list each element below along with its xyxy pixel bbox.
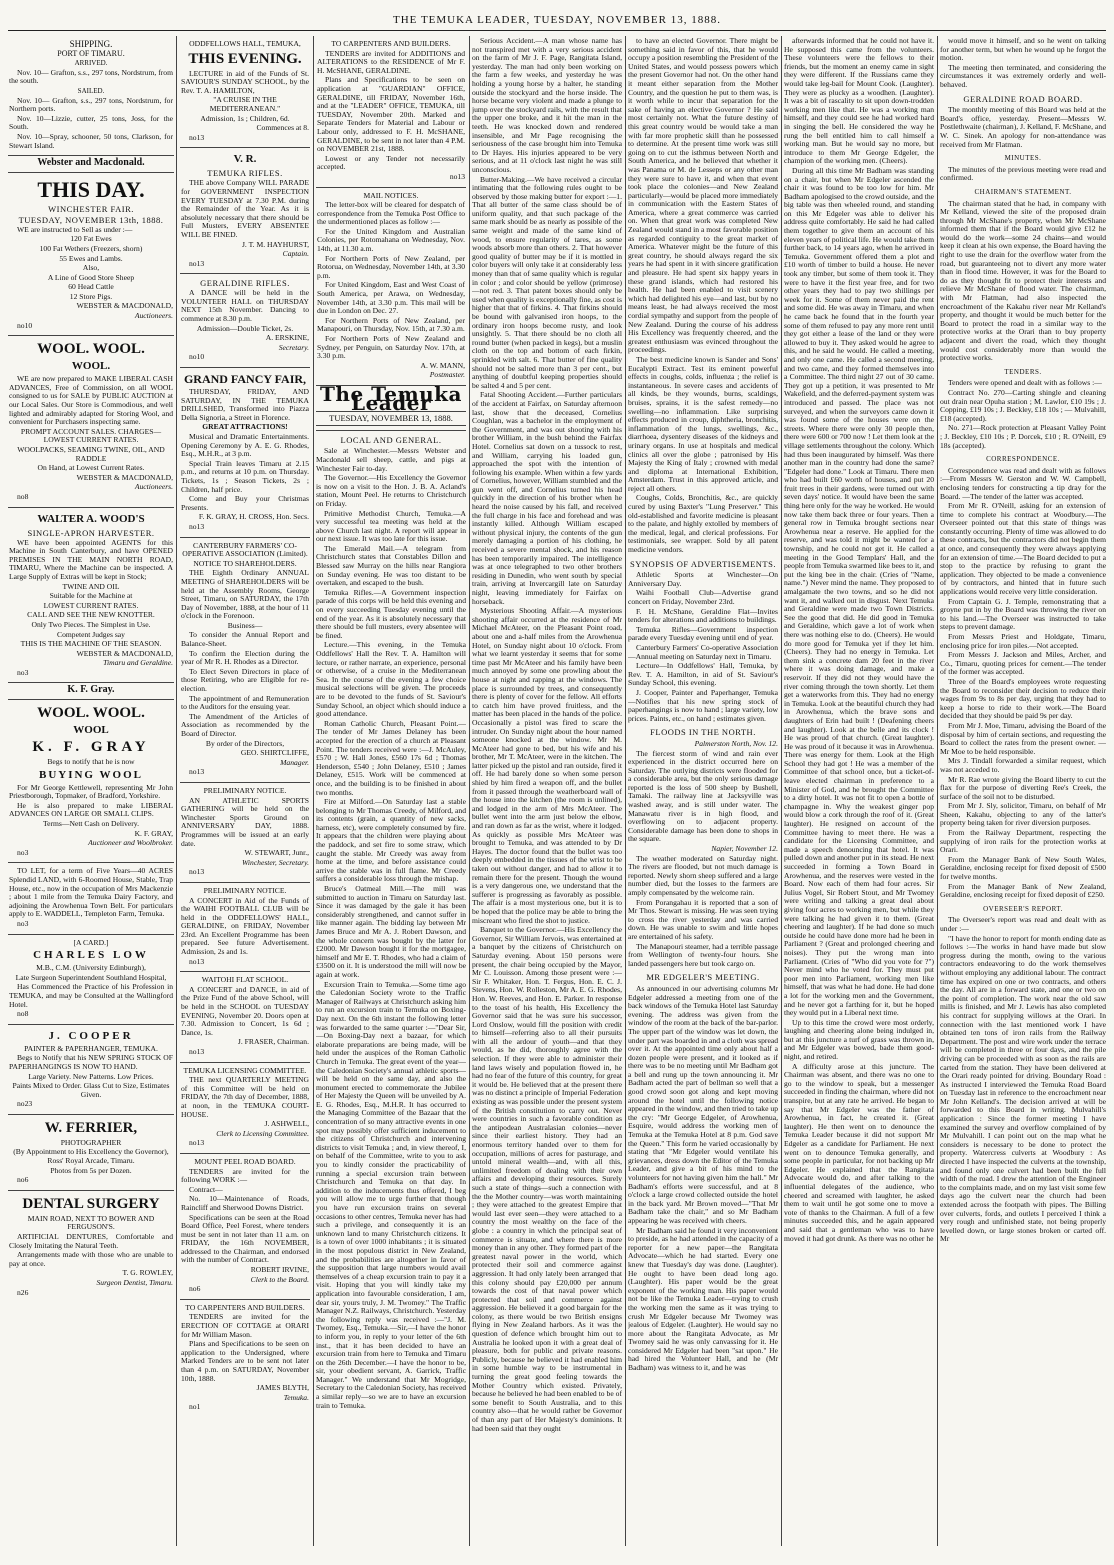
column-rule bbox=[937, 36, 938, 1546]
article-para: would move it himself, and so he went on talking for another term, but when he wound up he forgot the motion. bbox=[940, 36, 1106, 63]
vr-mark: V. R. bbox=[233, 153, 257, 166]
mail-para: For the United Kingdom and Australian Colonies, per Rotomahana on Wednesday, Nov. 14th, at 11.30 a.m. bbox=[317, 226, 465, 254]
lecture-title: "A CRUISE IN THE MEDITERRANEAN." bbox=[209, 95, 281, 113]
lot-line: Also, bbox=[82, 263, 100, 273]
signature-title: Winchester, Secretary. bbox=[242, 857, 309, 867]
mail-para: For Northern Ports of New Zealand and Sydney, per Penguin, on Saturday Nov. 17th, at 3.30 p.m. bbox=[317, 334, 465, 361]
article-para: During all this time Mr Badham was standing on a chair, but when Mr Edgeler ascended the chair it was found to be too low for him. Mr Badham apologised to the crowd outside, and the big table was then wheeled round, and standing on this Mr Edgeler was able to deliver his address quite comfortably. He said he had called them together to give them an account of his eleven years of political life. He would take them further back, to 14 years ago, when he arrived in Temuka. Government offered them a plot and £10 worth of timber to build a house. He never took any timber, but some of them took it. They were to have it the first year free, and for two other years they had to pay two shillings per week for it. Some of them never paid the rent and some did. He was away in Timaru, and when he came back he found that in the fourth year some of them refused to pay any more rent until they got either a lease of the land or they were allowed to buy it. They asked would he agree to this, and he said he would. He called a meeting, and only one came. He called a second meeting, and two came, and they formed themselves into a Committee. The third night 27 out of 30 came. They got up a petition, it was presented to Mr Wakefield, and the deferred-payment system was introduced and passed. The place was not surveyed, and when the surveyors came down it was found some of the houses were on the streets. Where there were only 30 people then, there were 600 or 700 now ! Let them look at the village settlements throughout the colony. Which had thus been inaugurated by himself. Was there another man in the country had done the same? "Edgeler had done." Look at Timaru. There men who had built £60 worth of houses, and put 20 fruit trees in their gardens, were turned out with seven days' notice. It would have been the same thing here only for the way he worked. He would now take them back three or four years. Then a general row in Temuka brought sections near Arowhenua near a reserve. He applied for the reserve, and was told it might be wanted for a township, and he could not get it. He called a meeting in the Good Templars' Hall, and the people from Temuka swarmed like bees to it, and put the king bee in the chair. (Cries of "Name, name.") Never mind the name. They proposed to amalgamate the two towns, and so he did not want it, and walked out in disgust. Next Temuka and Geraldine were made two Town Districts. See the good that did. He did good in Temuka and Geraldine, which gave a lot of work when there was nothing else to do. (Cheers). He would do more good for Temuka yet if they let him. (Cheers). They had no energy in Temuka. Let them sink a concrete dam 20 feet in the river where it was doing damage, and make a reservoir. If they did not they would have the river coming through the town shortly. Let them get a waterworks from this. They had no energy in Temuka. Look at the beautiful church they had in Arowhenua, which the brave sons and daughters of Erin had built ! (Deafening cheers and laughter). Look at the belle and its clock ! He was proud of that church. (Great laughter). He was proud of it because it was in Arowhenua. There was energy for them. Look at the High School they had got ! He was a member of the Committee of that school once, but a ticket-of-leave elected chairman in preference to a Minister of God, and he brought the Committee to a dirty hotel. It was not fit to open a bottle of champagne in. Why the weakest ginger pop would blow a cork through the roof of it. (Great laughter). He resigned on account of the Committee having to meet there. He was a candidate for the Licensing Committee, and made a speech denouncing that hotel. It was pulled down and another put in its stead. He next succeeded in forming a Town Board in Arowhenua, and the reserves were vested in the Board. Now each of them had four acres. Sir Julius Vogel, Sir Robert Stout, and Mr Twomey were writing and talking a great deal about giving four acres to working men, but while they were talking he had given it to them. (Great cheering and laughter). If he had done so much outside he could have done more had he been in Parliament ? (Great and prolonged cheering and noises). They put the wrong man into Parliament. (Cries of "Who did you vote for ?") Never mind who he voted for. They must put poor men into Parliament, working men like himself, that was what he had done. He had done a lot for the working men and the Government, and he never got a farthing for it, but he hoped they would put in a Liberal next time. bbox=[784, 165, 934, 1018]
this-day-ad bbox=[8, 173, 174, 337]
signature-title: Auctioneer and Woolbroker. bbox=[88, 838, 173, 848]
lot-line: 12 Store Pigs. bbox=[69, 291, 113, 301]
dateline: Napier, November 12. bbox=[711, 844, 778, 854]
article-para: The minutes of the previous meeting were read and confirmed. bbox=[940, 164, 1106, 183]
lot-line: 55 Ewes and Lambs. bbox=[59, 253, 123, 263]
business-item: To consider the Annual Report and Balance-Sheet. bbox=[181, 630, 309, 649]
harvester-ad bbox=[8, 508, 174, 684]
signature: A. ERSKINE, bbox=[265, 333, 309, 343]
waitohi-text: A CONCERT and DANCE, in aid of the Prize Fund of the above School, will be held in the SCHOOL on TUESDAY EVENING, November 20. Doors open at 7.30. Admission to Concert, 1s 6d ; Dance, 1s. bbox=[181, 984, 309, 1037]
ad-ref: no8 bbox=[17, 1009, 29, 1019]
column-rule bbox=[781, 36, 782, 1546]
article-para: Coughs, Colds, Bronchitis, &c., are quickly cured by using Baxter's "Lung Preserver." This old-established and favorite medicine is pleasant to the palate, and highly extolled by members of the medical, legal, and clerical professions. For testimonials, see wrapper. Sold by all patent medicine vendors. bbox=[628, 493, 778, 555]
signature: W. STEWART, Junr., bbox=[244, 848, 309, 858]
column-rule bbox=[313, 36, 314, 1546]
article-para: Contract No. 270—Carting shingle and cleaning out drain near Opuha station ; M. Lawlor, £10 19s ; J. Copping, £19 10s ; J. Beckley, £18 10s ; — Mulvahill, £18 (accepted). bbox=[940, 387, 1106, 423]
signature-title: Timaru and Geraldine. bbox=[103, 658, 173, 668]
cooper-ad bbox=[8, 1025, 174, 1115]
mail-para: For Northern Ports of New Zealand, per Rotorua, on Wednesday, November 14th, at 3.30 p.m. bbox=[317, 253, 465, 280]
article-para: As announced in our advertising columns Mr Edgeler addressed a meeting from one of the back windows of the Temuka Hotel last Saturday evening. The address was given from the window of the room at the back of the bar-parlor. The upper part of the window was let down, the under part was boarded in and a cloth was spread over it. At the appointed time only about half a dozen people were present, and it looked as if there was to be no meeting until Mr Badham got a bell and rung up the town announcing it. Mr Badham acted the part of bellman so well that a good crowd soon got along and kept moving around the hotel until the following notice appeared in the window, and then tried to take up the cry: "Mr George Edgeler, of Arowhenua, Esquire, would address the working men of Temuka at the Temuka Hotel at 8 p.m. God save the Queen." This form he varied occasionally by stating that "Mr Edgeler would ventilate his grievances, dress down the Editor of the Temuka Leader, and give a bit of his mind to the volunteers for not having given him the hall." Mr Badham's efforts were successful, and at 8 o'clock a large crowd collected outside the hotel in the back yard. Mr Brown moved—"That Mr Badham take the chair," and so Mr Badham appearing he was received with cheers. bbox=[628, 983, 778, 1225]
signature: GEO. SHIRTCLIFFE, bbox=[240, 748, 309, 758]
article-para: From Captain G. J. Temple, remonstrating that a groyne put in by the Board was throwing the river on to his land.—The Overseer was instructed to take steps to prevent damage. bbox=[940, 596, 1106, 632]
synopsis-item: Canterbury Farmers' Co-operative Association—Annual meeting on Saturday next in Timaru. bbox=[628, 642, 778, 661]
article-para: From Porangahau it is reported that a son of Mr Thos. Stewart is missing. He was seen trying to cross the river yesterday and was carried down. He was unable to swim and little hopes are entertained of his safety. bbox=[628, 897, 778, 941]
business-label: Business— bbox=[227, 620, 263, 630]
mount-peel-text: Specifications can be seen at the Road Board Office, Peel Forest, where tenders must be sent in not later than 11 a.m. on FRIDAY, the 16th NOVEMBER, addressed to the Chairman, and endorsed with the number of Contract. bbox=[181, 1212, 309, 1265]
article-para: From the Manager Bank of New Zealand, Geraldine, enclosing receipt for fixed deposit of £250. bbox=[940, 881, 1106, 900]
kf-banner: K. F. Gray. bbox=[8, 683, 174, 700]
cooper-line: Large Variety. New Patterns. Low Prices. bbox=[28, 1071, 154, 1081]
article-para: Tenders were opened and dealt with as follows :— bbox=[948, 378, 1102, 388]
dental-text: ARTIFICIAL DENTURES, Comfortable and Closely Imitating the Natural Teeth. bbox=[9, 1232, 173, 1250]
article-para: Roman Catholic Church, Pleasant Point.—The tender of Mr James Delaney has been accepted for the erection of a church at Pleasant Point. The tenders received were :—J. McAuley, £570 ; W. Hall Jones, £560 17s 6d ; Thomas Henderson, £540 ; John Delaney, £510 ; James Delaney, £515. Work will be commenced at once, and the building is to be finished in about two months. bbox=[316, 718, 466, 797]
signature: J. T. M. HAYHURST, bbox=[241, 239, 309, 249]
dateline: Palmerston North, Nov. 12. bbox=[694, 738, 778, 748]
contract-label: Contract— bbox=[189, 1184, 223, 1194]
ferrier-text: (By Appointment to His Excellency the Governor), Ross' Royal Arcade, Timaru. bbox=[13, 1147, 169, 1166]
low-text: Has Commenced the Practice of his Profession in TEMUKA, and may be Consulted at the Wallingford Hotel. bbox=[9, 982, 173, 1009]
signature-title: Auctioneers. bbox=[134, 482, 173, 492]
ad-ref: no10 bbox=[189, 352, 205, 362]
mail-para: For United Kingdom, East and West Coast of South America, per Arawa, on Wednesday, November 14th, at 3.30 p.m. This mail will be due in London on Dec. 27. bbox=[317, 280, 465, 316]
wool-heading: WOOL. WOOL. bbox=[37, 341, 145, 358]
signature: ROBERT IRVINE, bbox=[250, 1265, 309, 1275]
ad-ref: no13 bbox=[189, 258, 205, 268]
harvester-sub: SINGLE-APRON HARVESTER. bbox=[27, 527, 155, 538]
oddfellows-ad bbox=[180, 36, 310, 148]
article-para: The meeting then terminated, and considering the circumstances it was extremely orderly and well-behaved. bbox=[940, 62, 1106, 89]
signature-title: Postmaster. bbox=[429, 370, 465, 380]
fair-heading: GRAND FANCY FAIR, bbox=[183, 372, 307, 387]
licensing-heading: TEMUKA LICENSING COMMITTEE. bbox=[183, 1065, 307, 1075]
article-para: Lecture.—This evening, in the Temuka Oddfellows' Hall the Rev. T. A. Hamilton will lecture, or rather narrate, an experience, personal or otherwise, of a cruise in the Mediterranean Sea. In the course of the evening a few choice musical selections will be given. The proceeds are to be devoted to the funds of St. Saviour's Sunday School, an object which should induce a good attendance. bbox=[316, 640, 466, 719]
article-para: From Mr J. Moe, Timaru, advising the Board of the disposal by him of certain sections, and requesting the Board to collect the rates from the present owner. —Mr Moe to be held responsible. bbox=[940, 720, 1106, 756]
arrived-text: Nov. 10— Grafton, s.s., 297 tons, Nordstrum, from the south. bbox=[9, 67, 173, 86]
ad-ref: n26 bbox=[17, 1287, 29, 1297]
ad-ref: no1 bbox=[189, 1402, 201, 1412]
farmers-text: THE Eighth Ordinary ANNUAL MEETING of SHAREHOLDERS will be held at the Assembly Rooms, George Street, Timaru, on SATURDAY, the 17th Day of November, 1888, at the hour of 11 o'clock in the Forenoon. bbox=[181, 568, 309, 621]
ferrier-ad bbox=[8, 1115, 174, 1191]
article-para: Temuka Rifles.—A Government inspection parade of this corps will be held this evening and on every succeeding Tuesday evening until the end of the year. As it is absolutely necessary that there should be full musters, every absentee will be fined. bbox=[316, 587, 466, 640]
mcshane-tender-ad bbox=[316, 36, 466, 188]
this-day-sub: WINCHESTER FAIR. bbox=[48, 203, 134, 214]
mail-notices bbox=[316, 188, 466, 386]
low-card-ad bbox=[8, 935, 174, 1025]
wool-terms: Terms—Nett Cash on Delivery. bbox=[43, 819, 139, 829]
article-para: The Overseer's report was read and dealt with as under :— bbox=[940, 915, 1106, 933]
column-rule bbox=[625, 36, 626, 1546]
low-degree: M.B., C.M. (University Edinburgh), bbox=[36, 963, 146, 973]
article-para: The monthly meeting of this Board was held at the Board's office, yesterday. Present—Messrs W. Postlethwaite (chairman), J. Kelland, F. McShane, and W. C. Sinek. An apology for non-attendance was received from Mr Flatman. bbox=[940, 105, 1106, 149]
ferrier-name: W. FERRIER, bbox=[44, 1119, 138, 1136]
article-para: Three of the Board's employees wrote requesting the Board to reconsider their decision to reduce their wages from 9s to 8s per day, urging that they had to keep a horse to ride to their work.—The Board decided that they should be paid 9s per day. bbox=[940, 676, 1106, 721]
harvester-line: CALL AND SEE THE NEW KNOTTER. bbox=[27, 610, 155, 620]
ad-ref: no6 bbox=[189, 1284, 201, 1294]
signature-title: Clerk to the Board. bbox=[250, 1274, 309, 1284]
article-para: The Governor.—His Excellency the Governor is now on a visit to the Hon. J. B. A. Acland's station, Mount Peel. He returns to Christchurch on Friday. bbox=[316, 473, 466, 508]
column-rule bbox=[176, 36, 177, 1546]
ad-ref: no3 bbox=[17, 667, 29, 677]
this-day-text: WE are instructed to Sell as under :— bbox=[17, 224, 133, 234]
this-day-date: TUESDAY, NOVEMBER 13th, 1888. bbox=[18, 214, 164, 225]
rifles-ad bbox=[180, 148, 310, 274]
paper-date: TUESDAY, NOVEMBER 13, 1888. bbox=[316, 411, 466, 426]
signature: J. FRASER, Chairman. bbox=[237, 1037, 309, 1047]
article-para: Correspondence was read and dealt with as follows :—From Messrs W. Gerston and W. W. Campbell, enclosing tenders for constructing a tip dray for the Board. —The tender of the latter was accepted. bbox=[940, 465, 1106, 501]
lot-line: 100 Fat Wethers (Freezers, shorn) bbox=[39, 243, 143, 253]
wool-buying-ad bbox=[8, 700, 174, 863]
masthead-rule bbox=[8, 30, 1106, 31]
this-evening-heading: THIS EVENING. bbox=[188, 50, 302, 67]
geraldine-heading: GERALDINE RIFLES. bbox=[200, 278, 290, 289]
section-heading: MR EDGELER'S MEETING. bbox=[646, 972, 760, 983]
lot-line: 60 Head Cattle bbox=[68, 282, 114, 292]
article-para: From Messrs J. Jackson and Miles, Archer, and Co., Timaru, quoting prices for cement.—The tender of the former was accepted. bbox=[940, 650, 1106, 677]
signature: WEBSTER & MACDONALD, bbox=[76, 301, 173, 311]
article-para: Mysterious Shooting Affair.—A mysterious shooting affair occurred at the residence of Mr Michael McAteer, on the Pleasant Point road, about one and a-half miles from the Arowhenua Hotel, on Sunday night about 10 o'clock. From what we learnt yesterday it seems that for some time past Mr McAteer and his family have been much annoyed by some one prowling about the house at night and rapping at the windows. The place is surrounded by trees, and consequently there is plenty of cover for the fellow. All efforts to catch him have proved fruitless, and the matter has been placed in the hands of the police. Occasionally a pistol was fired to scare the intruder. On Sunday night about the hour named someone knocked at the window. Mr M. McAteer had gone to bed, but his wife and his brother, Mr T. McAteer, were in the kitchen. The latter picked up the pistol and ran outside, fired it off. He had barely done so when some person shied by him fired a weapon off, and the bullet from it passed through the weatherboard wall of the house into the kitchen (the room is unlined), and lodged in the arm of Mrs McAteer. The bullet went into the arm just below the elbow, and ran down as far as the wrist, where it lodged. As quickly as possible Mrs McAteer was brought to Temuka, and was attended to by Dr Hayes. The doctor found that the bullet was too deeply embedded in the tissues of the wrist to be taken out without danger, and had to allow it to remain there for the present. Though the wound is a very dangerous one, we understand that the sufferer is progressing as favorably as possible. The affair is a most mysterious one, but it is to be hoped that the police may be able to bring the miscreant who fired the shot to justice. bbox=[472, 606, 622, 925]
fair-text: Musical and Dramatic Entertainments. Opening Ceremony by A. E. G. Rhodes, Esq., M.H.R., at 3 p.m. bbox=[181, 432, 309, 459]
low-title: Late Surgeon Superintendent Southland Hospital, bbox=[15, 972, 167, 982]
wool-sub: WOOL bbox=[73, 724, 109, 737]
synopsis-item: F. H. McShane, Geraldine Flat—Invites tenders for alterations and additions to buildings. bbox=[628, 606, 778, 625]
prelim-heading: PRELIMINARY NOTICE. bbox=[203, 885, 287, 895]
ferrier-line: Photos from 5s per Dozen. bbox=[50, 1165, 132, 1175]
dance-text: A DANCE will be held in the VOLUNTEER HALL on THURSDAY NEXT 15th November. Dancing to commence at 8.30 p.m. bbox=[181, 288, 309, 324]
article-para: From Messrs Priest and Holdgate, Timaru, enclosing price for iron piles.—Not accepted. bbox=[940, 632, 1106, 650]
signature: JAMES BLYTH, bbox=[256, 1383, 309, 1393]
wool-text: Begs to notify that he is now bbox=[47, 757, 135, 767]
ad-ref: no13 bbox=[189, 867, 205, 877]
ad-ref: no3 bbox=[17, 847, 29, 857]
licensing-text: THE next QUARTERLY MEETING of this Committee will be held on FRIDAY, the 7th day of December, 1888, at noon, in the TEMUKA COURT-HOUSE. bbox=[181, 1075, 309, 1119]
webster-banner: Webster and Macdonald. bbox=[8, 156, 174, 173]
section-heading: SYNOPSIS OF ADVERTISEMENTS. bbox=[630, 558, 776, 569]
order-line: By order of the Directors, bbox=[205, 738, 285, 748]
lecture-text: LECTURE in aid of the Funds of St. SAVIOUR'S SUNDAY SCHOOL, by the Rev. T. A. HAMILTON, bbox=[181, 68, 309, 95]
article-para: Excursion Train to Temuka.—Some time ago the Caledonian Society wrote to the Traffic Manager of Railways at Christchurch asking him to run an excursion train to Temuka on Boxing-Day next. On the 6th instant the following letter was forwarded to the same quarter :—"Dear Sir,—On Boxing-Day next a bazaar, for which elaborate preparations are being made, will be held under the auspices of the Roman Catholic Church in Temuka. The great event of the year—the Caledonian Society's annual athletic sports—will be held on the same day, and also the monument erected to commemorate the Jubilee of Her Majesty the Queen will be unveiled by A. E. G. Rhodes, Esq., M.H.R. It has occurred to the Managing Committee of the Bazaar that the concentration of so many attractive events in one spot may possibly offer sufficient inducement to the citizens of Christchurch and intervening districts to visit Temuka ; and, in view thereof, I, on behalf of the Committee, write to you to ask you to kindly consider the practicability of running a special excursion train between Christchurch and Temuka on that day. In addition to the inducements thus offered, I beg you will allow me to urge further that though you have run excursion trains on several occasions to other centres, Temuka never has had such a privilege, and consequently it is an unknown land to many Christchurch citizens. It is a town of over 1000 inhabitants ; it is situated in the most populous district in New Zealand, and the probabilities are altogether in favor of the supposition that large numbers would avail themselves of a cheap excursion train to pay it a visit. Hoping that you will kindly take my application into favourable consideration, I am, dear sir, yours truly, J. M. Twomey." The Traffic Manager N.Z. Railways, Christchurch. Yesterday the following reply was received :—"J. M. Twomey, Esq., Temuka.—Sir,—I have the honor to inform you, in reply to your letter of the 6th inst., that it has been decided to have an excursion train from here to Temuka and Timaru on the 26th December.—I have the honor to be, sir, your obedient servant, A. Garrick, Traffic Manager." We understand that Mr Mogridge, Secretary to the Caledonian Society, has received a similar reply—so we are to have an excursion train to Temuka. bbox=[316, 979, 466, 1410]
shipping-heading: SHIPPING. bbox=[69, 39, 113, 49]
business-item: To Elect Seven Directors in place of those Retiring, who are Eligible for re-election. bbox=[181, 666, 309, 694]
signature-title: Clerk to Licensing Committee. bbox=[216, 1128, 309, 1138]
wool-line: On Hand, at Lowest Current Rates. bbox=[37, 463, 145, 473]
fair-text: Come and Buy your Christmas Presents. bbox=[181, 494, 309, 512]
ad-ref: no3 bbox=[17, 918, 29, 928]
signature-title: Manager. bbox=[280, 757, 309, 767]
lot-line: 120 Fat Ewes bbox=[70, 234, 112, 244]
arrived-label: ARRIVED. bbox=[74, 59, 108, 68]
subheading: TENDERS. bbox=[1004, 367, 1042, 376]
fair-text: THURSDAY, FRIDAY, AND SATURDAY, IN THE TEMUKA DRILLSHED, Transformed into Piazza Della Signoria, a Street in Florence. bbox=[181, 387, 309, 422]
article-para: Butter-Making.—We have received a circular intimating that the following rules ought to be observed by those making butter for export :—1. That all butter of the same class should be of uniform quality, and that such package of the same mark should be as nearly as possible of the same weight and made of the same kind of wood, to ensure regularity of tares, as some woods absorb more than others. 2. That however good quality of butter may be if it is mottled in color buyers will only take it at considerably less money than that of same quality which is regular in color ; and color should be yellow (primrose) —not red. 3. That patent boxes should only be used when quality is exceptionally fine, as cost is higher that that of firkins. 4. That firkins should be bound with galvanised iron hoops, to the ordinary iron hoops become rusty, and look unsightly. 5. That there should be no cloth all round butter (when packed in kegs), but a muslin cloth on the top and bottom of each firkin, sprinkled with salt. 6. That butter of fine quality should not be salted more than 3 per cent., but anything of doubtful keeping properties should be salted 4 and 5 per cent. bbox=[472, 174, 622, 390]
article-para: A difficulty arose at this juncture. The Chairman was absent, and there was no one to go to the window to speak, but a messenger succeeded in finding the chairman, where did not transpire, but at any rate he arrived. He began to say that Mr Edgeler was the father of Arowhenua, in fact, he created it. (Great laughter). He then went on to denounce the Temuka Leader because it did not support Mr Edgeler as a candidate for Parliament. He next went on to denounce Temuka generally, and some people in particular, for not backing up Mr Edgeler. He explained that the Rangitata Advocate would do, and after talking to the influential delegates of the audience, who cheered and screamed with laughter, he asked them to wait until he got some one to move a vote of thanks to the Chairman. A full of a few minutes succeeded this, and he again appeared and said that a gentleman who was to have moved it had got drunk. As there was no other he bbox=[784, 1061, 934, 1243]
article-para: From Mr R. O'Neill, asking for an extension of time to complete his contract at Woodbury.—The Overseer pointed out that this state of things was constantly occurring. Plenty of time was allowed to do these contracts, but the contractors did not begin them at once, and consequently they were always applying for an extension of time.—The Board decided to put a stop to the practice by refusing to grant the application. They objected to be made a convenience of by contractors, and hinted that in future such applications would receive very little consideration. bbox=[940, 501, 1106, 597]
dental-ad bbox=[8, 1191, 174, 1302]
sailed-line: Nov. 10—Spray, schooner, 50 tons, Clarkson, for Stewart Island. bbox=[9, 131, 173, 150]
paper-title: The Temuka Leader bbox=[320, 381, 462, 415]
licensing-ad bbox=[180, 1063, 310, 1154]
article-para: Mr R. Rae wrote giving the Board liberty to cut the flax for the purpose of diverting Ree's Creek, the surface of the soil not to be disturbed. bbox=[940, 774, 1106, 801]
article-para: The chairman stated that he had, in company with Mr Kelland, viewed the site of the proposed drain through Mr McShane's property, when Mr McShane informed them that if the Board would give £12 he would do the work—some 24 chains—and would keep it clean at his own expense, the Board having the right to use the drain for the overflow water from the road, but guaranteeing not to divert any more water than in flood time. However, it was for the Board to do as they thought fit to protect their interests and relieve Mr McShane of flood water. The chairman, with Mr Flatman, had also inspected the encroachment of the Kakahu river near Mr Kelland's property, and thought it would be much better for the Board to protect the road in a similar way to the protective works at the Orari than to buy property adjacent and divert the road, which they thought would cost considerably more than would the protective works. bbox=[940, 198, 1106, 363]
ad-ref: no13 bbox=[189, 132, 205, 142]
column-2 bbox=[180, 36, 310, 1536]
business-item: To confirm the Election during the year of Mr R. H. Rhodes as a Director. bbox=[181, 648, 309, 667]
signature-title: Surgeon Dentist, Timaru. bbox=[96, 1278, 173, 1287]
ad-ref: no23 bbox=[17, 1099, 33, 1109]
article-para: Mr Badham said he found it very inconvenient to preside, as he had attended in the capacity of a reporter for a new paper—the Rangitata Advocate—which he had started. Every one knew that Tuesday's day was done. (Laughter). He ought to have been dead long ago. (Laughter). His paper would be the great exponent of the working man. His paper would not be like the Temuka Leader—trying to crush the working men the same as it was trying to crush Mr Edgeler because Mr Twomey was jealous of Edgeler. (Laughter). He would say no more about the Rangitata Advocate, as Mr Twomey said he was only canvassing for it. He considered Mr Edgeler had been "sat upon." He had hired the Volunteer Hall, and he (Mr Badham) was witness to it, and he was bbox=[628, 1225, 778, 1373]
signature: T. G. ROWLEY, bbox=[122, 1268, 173, 1278]
rifles-heading: TEMUKA RIFLES. bbox=[207, 168, 283, 179]
article-para: Fatal Shooting Accident.—Further particulars of the accident at Fairfax, on Saturday afternoon last, show that the deceased, Cornelius Coughlan, was a bachelor in the employment of the Government, and was out shooting with his brother William, in the bush behind the Fairfax Hotel. Cornelius sat down on a tussock to rest, and William, carrying his loaded gun, approached the spot with the intention of following his example. When within a few yards of Cornelius, however, William stumbled and the gun went off, and Cornelius turned his head quickly in the direction of his brother when he heard the noise caused by his fall, and received the full charge in his face and forehead and was instantly killed. Although William escaped without physical injury, the contents of the gun merely damaging a portion of his clothing, he received a severe mental shock, and his reason has been temporarily impaired. The intelligence was at once telegraphed to two other brothers residing in Dunedin, who went south by special train, arriving at Invercargill late on Saturday night, leaving immediately for Fairfax on horseback. bbox=[472, 390, 622, 606]
ad-ref: no6 bbox=[17, 1175, 29, 1185]
rifles-text: THE above Company WILL PARADE for GOVERNMENT INSPECTION EVERY TUESDAY at 7.30 P.M. during the Remainder of the Year. As it is absolutely necessary that there should be Full Musters, EVERY ABSENTEE WILL BE FINED. bbox=[181, 178, 309, 239]
to-let-text: TO LET, for a term of Five Years—40 ACRES Splendid LAND, with 6-Roomed House, Stable, Trap House, etc., now in the occupation of Mrs Mackenzie ; about 1 mile from the Temuka Dairy Factory, and adjoining the Arowhenua Town Belt. For particulars apply to E. WADDELL, Templeton Farm, Temuka. bbox=[9, 866, 173, 919]
ad-ref: no10 bbox=[17, 320, 33, 330]
card-label: [A CARD.] bbox=[73, 937, 109, 947]
tender-text: Lowest or any Tender not necessarily accepted. bbox=[317, 153, 465, 172]
oddfellows-sub: ODDFELLOWS HALL, TEMUKA, bbox=[189, 39, 301, 48]
synopsis-item: J. Cooper, Painter and Paperhanger, Temuka—Notifies that his new spring stock of paperhangings is now to hand ; large variety, low prices. Paints, etc., on hand ; estimates given. bbox=[628, 687, 778, 723]
signature-title: Secretary. bbox=[278, 342, 309, 352]
signature-title: Captain. bbox=[282, 249, 309, 259]
section-heading: GERALDINE ROAD BOARD. bbox=[963, 93, 1083, 104]
article-para: Primitive Methodist Church, Temuka.—A very successful tea meeting was held at the above Church last night. A report will appear in our next issue. It was too late for this issue. bbox=[316, 508, 466, 544]
wool-sub: WOOL. bbox=[71, 360, 111, 373]
mount-peel-ad bbox=[180, 1154, 310, 1300]
prelim-heading: PRELIMINARY NOTICE. bbox=[203, 785, 287, 795]
prelim-text: A CONCERT in Aid of the Funds of the WAIHI FOOTBALL CLUB will be held in the ODDFELLOWS' HALL, GERALDINE, on FRIDAY, November 23rd. An Excellent Programme has been prepared. See future Advertisement. Admission, 2s and 1s. bbox=[181, 895, 309, 957]
tender-text: Plans and Specifications to be seen on application at "GUARDIAN" OFFICE, GERALDINE, till FRIDAY, November 16th, and at the "LEADER" OFFICE, TEMUKA, till TUESDAY, November 20th. Marked and Separate Tenders for Material and Labour or Labour only, addressed to F. H. McSHANE, GERALDINE, to be sent in not later than 4 P.M. on NOVEMBER 21st, 1888. bbox=[317, 75, 465, 154]
fair-text: Special Train leaves Timaru at 2.15 p.m., and returns at 10 p.m. on Thursday. Tickets, 1s ; Season Tickets, 2s ; Children, half price. bbox=[181, 458, 309, 494]
article-para: From the Railway Department, respecting the supplying of iron rails for the protection works at Orari. bbox=[940, 828, 1106, 855]
harvester-line: TWINE AND OIL bbox=[62, 581, 120, 591]
article-para: From the Manager Bank of New South Wales, Geraldine, enclosing receipt for fixed deposit of £500 for twelve months. bbox=[940, 854, 1106, 882]
column-7 bbox=[940, 36, 1106, 1536]
waitohi-ad bbox=[180, 972, 310, 1062]
tender-heading: TO CARPENTERS AND BUILDERS. bbox=[331, 39, 451, 48]
subheading: MINUTES. bbox=[1004, 154, 1042, 163]
article-para: Serious Accident.—A man whose name has not transpired met with a very serious accident on the farm of Mr J. F. Page, Rangitata Island, yesterday. The man had only been working on the farm a few weeks, and yesterday he was holding a young horse by a halter, he standing outside the stockyard and the horse inside. The horse became very violent and made a plunge to jump over the stockyard rails, with the result that the upper one broke, and it hit the man in the teeth. He was knocked down and rendered insensible, and Mr Page recognising the seriousness of the case brought him into Temuka to Dr Hayes. His injuries appeared to be very serious, and at 11 o'clock last night he was still unconscious. bbox=[472, 36, 622, 174]
fancy-fair-ad bbox=[180, 368, 310, 538]
signature: K. F. GRAY, bbox=[134, 828, 173, 838]
synopsis-item: Lecture—In Oddfellows' Hall, Temuka, by Rev. T. A. Hamilton, in aid of St. Saviour's Sunday School, this evening. bbox=[628, 661, 778, 688]
wool-text: For Mr George Kettlewell, representing Mr John Priestborough, Topmaker, of Bradford, Yorkshire. bbox=[9, 782, 173, 801]
paper-title-block bbox=[316, 381, 466, 431]
article-para: "I have the honor to report for month ending date as follows :—The works in hand have made but slow progress during the month, owing to the various contractors endeavoring to do the work themselves without employing any additional labour. The contract time has expired on one or two contracts, and others the day. All are in a forward state, and one or two on the point of completion. The work near the old saw mills is finished, and Mr J. Lewis has also completed his contract for supplying willows at the Orari. In connection with the last mentioned work I have obtained ten tons of iron rails from the Railway Department. The post and wire work under the terrace will be completed in three or four days, and the pile driving can be proceeded with as soon as the rails are carted from the station. They have been delivered at the Orari ready pointed for driving. Boundary Road : As instructed I interviewed the Temuka Road Board on Tuesday last in reference to the encroachment near Mr John Kelland's. The decision arrived at will be forwarded to this Board in writing. Mulvahill's application : Since the former meeting I have examined the survey and overflow complained of by Mr Mulvahill. I can point out on the map what he considers is necessary to be done to protect the property. Watercress culverts at Woodbury : As directed I have inspected the culverts at the township, and found only one culvert had been built the full width of the road. I drew the attention of the Engineer to the complaints made, and on my last visit some few days ago the culvert near the church had been extended across the footpath with pipes. The Billing over culverts, fords, and outlets I perceived I think a very rough and unfinished state, not being properly levelled down, or large stones broken or carted off. Mr bbox=[940, 933, 1106, 1244]
cooper-trade: PAINTER & PAPERHANGER, TEMUKA. bbox=[24, 1043, 158, 1053]
sailed-line: Nov. 10—Lizzie, cutter, 25 tons, Joss, for the South. bbox=[9, 113, 173, 132]
buying-wool: BUYING WOOL bbox=[38, 768, 143, 781]
wool-heading: WOOL. WOOL. bbox=[37, 705, 145, 722]
mail-para: The letter-box will be cleared for despatch of correspondence from the Temuka Post Office to the undermentioned places as follow :— bbox=[317, 200, 465, 227]
geraldine-rifles-ad bbox=[180, 274, 310, 368]
local-general-article bbox=[316, 436, 466, 1411]
admission: Admission—Double Ticket, 2s. bbox=[196, 323, 294, 333]
farmers-heading: CANTERBURY FARMERS' CO-OPERATIVE ASSOCIATION (Limited). bbox=[182, 540, 308, 559]
contract-item: No. 10—Maintenance of Roads, Raincliff and Sherwood Downs District. bbox=[181, 1194, 309, 1212]
cottage-tender-ad bbox=[180, 1300, 310, 1417]
ad-ref: no13 bbox=[189, 1047, 205, 1056]
signature-title: Auctioneers. bbox=[134, 311, 173, 321]
mount-peel-heading: MOUNT PEEL ROAD BOARD. bbox=[194, 1156, 296, 1166]
article-para: Mrs J. Tindall forwarded a similar request, which was not acceded to. bbox=[940, 756, 1106, 774]
subheading: CORRESPONDENCE. bbox=[986, 455, 1060, 464]
port-heading: PORT OF TIMARU. bbox=[57, 48, 125, 58]
low-name: CHARLES LOW bbox=[33, 949, 149, 962]
column-6 bbox=[784, 36, 934, 1536]
dental-text: Arrangements made with those who are unable to pay at once. bbox=[9, 1250, 173, 1268]
synopsis-item: Temuka Rifles—Government inspection parade every Tuesday evening until end of year. bbox=[628, 624, 778, 643]
article-para: Banquet to the Governor.—His Excellency the Governor, Sir William Jervois, was entertained at a banquet by the citizens of Christchurch on Saturday evening. About 150 persons were present, the chair being occupied by the Mayor, Mr C. Louisson. Among those present were :—Sir F. Whitaker, Hon. T. Fergus, Hon. E. C. J. Stevens, Hon. W. Rolleston, Mr A. E. G. Rhodes, Hon. W. Reeves, and Hon. E. Parker. In response to the toast of his health, His Excellency the Governor said that he was sure his successor, Lord Onslow, would fill the position with credit to himself—referring also to all their pursuits with all the ardour of youth—and that they would, as he did, thoroughly agree with the selection. If they were able to administer their land laws wisely and population flowed in, he had no fear of the future of this country, for great it would be. He believed that at the present there was no distinct a principle of Imperial Federation existing as was possible under the present system of the British constitution to carry out. Never were countries in such a favorable condition as the antipodean Australasian colonies—never since their earliest history. They had an enormous territory handed over to them for occupation, millions of acres for pasturage, and untold mineral wealth—and, with all this, unlimited freedom of dealing with their own affairs and developing their resources. Surely such a state of things—such a connection with the the Mother country—was worth maintaining ; they were attached to the greatest Empire that would last ever seen—they were attached to a country the most wealthy on the face of the globe : a country in which the principal seat of commerce is situate, and where there is more money than in any other. They formed part of the greatest naval power in the world, which protected their soil and commerce against aggression. It had only lately been arranged that this colony should pay £20,000 per annum towards the cost of that naval power which protected that soil and commerce against aggression. He believed it a good bargain for the colony, as there would be two British ensigns flying in New Zealand harbors. As it was the question of defence which brought him out to Australia he looked upon it with a great deal of pleasure, both for public and private reasons. Publicly, because he believed it had enabled him in some humble way to be instrumental in turning the great good feeling towards the Mother Country which existed. Privately, because he believed he had been enabled to be of some benefit to South Australia, and to this country also—that he would rather be Governor of than any part of Her Majesty's dominions. It had been said that they ought bbox=[472, 925, 622, 1433]
this-day-heading: THIS DAY. bbox=[37, 176, 145, 202]
article-para: afterwards informed that he could not have it. He supposed this came from the volunteers. These volunteers were the fellows to their friends, but the moment an enemy came in sight they were different. If the Russians came they would take leg-bail for Mount Cook. (Laughter). They were as plucky as a woodhen. (Laughter). It was a bit of rascality to sit upon down-trodden working men like that. He was a working man himself, and they could see he had worked hard in singing the bell. He considered the way he rung the bell entitled him to call himself a working man. But he would say no more, but introduce to them Mr George Edgeler, the champion of the working men. (Cheers). bbox=[784, 36, 934, 166]
cooper-text: Begs to Notify that his NEW SPRING STOCK OF PAPERHANGINGS IS NOW TO HAND. bbox=[9, 1053, 173, 1071]
masthead: THE TEMUKA LEADER, TUESDAY, NOVEMBER 13, 1888. bbox=[393, 14, 721, 26]
signature: WEBSTER & MACDONALD, bbox=[76, 648, 173, 658]
ad-ref: no13 bbox=[189, 1138, 205, 1148]
harvester-line: Suitable for the Machine at bbox=[49, 591, 133, 601]
column-5 bbox=[628, 36, 778, 1536]
kf-gray-name: K. F. GRAY bbox=[32, 739, 150, 756]
article-para: The Manapouri steamer, had a terrible passage from Wellington of twenty-four hours. She landed passengers here but took cargo on. bbox=[628, 941, 778, 968]
wool-ad bbox=[8, 336, 174, 507]
farmers-sub: NOTICE TO SHAREHOLDERS. bbox=[193, 558, 297, 568]
tender-text: TENDERS are invited for ADDITIONS and ALTERATIONS to the RESIDENCE of Mr F. H. McSHANE, GERALDINE. bbox=[317, 48, 465, 75]
article-para: Fire at Milford.—On Saturday last a stable belonging to Mr Thomas Creedy, of Milford, and its contents (grain, a quantity of new sacks, harness, etc), were completely consumed by fire. It appears that the children were playing about the paddock, and set fire to some straw, which caught the stable. Mr Creedy was away from home at the time, and before assistance could arrive the stable was in full flame. Mr Creedy suffers a considerable loss through the mishap. bbox=[316, 797, 466, 884]
article-para: The Emerald Mail.—A telegram from Christchurch states that Constables Dillon and Blessed saw Murray on the hills near Rangiora on Sunday evening. He was too distant to be overtaken, and escaped to the bush. bbox=[316, 543, 466, 588]
mail-heading: MAIL NOTICES. bbox=[363, 190, 419, 200]
signature: J. ASHWELL, bbox=[264, 1119, 309, 1129]
mount-peel-text: TENDERS are invited for the following WORK :— bbox=[181, 1166, 309, 1185]
to-let-ad bbox=[8, 863, 174, 934]
time-line: Commences at 8. bbox=[256, 123, 309, 133]
column-1 bbox=[8, 36, 174, 1536]
column-3 bbox=[316, 36, 466, 1536]
harvester-line: LOWEST CURRENT RATES. bbox=[43, 600, 139, 610]
wool-line: WOOLPACKS, SEAMING TWINE, OIL, AND RADDLE bbox=[17, 445, 165, 463]
column-rule bbox=[469, 36, 470, 1546]
section-heading: LOCAL AND GENERAL. bbox=[340, 434, 442, 445]
signature: A. W. MANN, bbox=[420, 360, 465, 370]
subheading: CHAIRMAN'S STATEMENT. bbox=[974, 187, 1072, 196]
cooper-name: J. COOPER bbox=[48, 1029, 134, 1042]
harvester-line: Competent Judges say bbox=[57, 629, 125, 639]
signature: F. K. GRAY, H. CROSS, Hon. Secs. bbox=[198, 512, 309, 522]
waitohi-heading: WAITOHI FLAT SCHOOL. bbox=[201, 975, 289, 985]
wool-text: WE are now prepared to MAKE LIBERAL CASH ADVANCES, Free of Commission, on all WOOL consigned to us for SALE by PUBLIC AUCTION at our Local Sales. Our Store is Commodious, and well lighted and admirably adapted for Storing Wool, and convenient for Purchasers inspecting same. bbox=[9, 374, 173, 427]
column-4 bbox=[472, 36, 622, 1536]
harvester-text: WE have been appointed AGENTS for this Machine in South Canterbury, and have OPENED PREMISES IN THE MAIN NORTH ROAD, TIMARU, Where the Machine can be inspected. A Large Supply of Extras will be kept in Stock; bbox=[9, 537, 173, 581]
prelim-text: AN ATHLETIC SPORTS GATHERING will be held on the Winchester Sports Ground on ANNIVERSARY DAY, 1888. Programmes will be issued at an early date. bbox=[181, 795, 309, 848]
article-para: Bruce's Oatmeal Mill.—The mill was submitted to auction in Timaru on Saturday last. Since it was damaged by the gale it has been considerably strengthened, and cannot suffer in like manner again. The bidding lay between Mr James Bruce and Mr A. J. Robert Dawson, and the whole concern was bought by the latter for £2000. Mr Dawson bought it for the mortgagee, himself and Mr E. T. Rhodes, who had a claim of £3500 on it. It is understood the mill will now be again at work. bbox=[316, 884, 466, 979]
section-heading: FLOODS IN THE NORTH. bbox=[650, 727, 756, 738]
signature: WEBSTER & MACDONALD, bbox=[76, 472, 173, 482]
cottage-text: TENDERS are invited for the ERECTION OF COTTAGE at ORARI for Mr William Mason. bbox=[181, 1312, 309, 1339]
subheading: OVERSEER'S REPORT. bbox=[983, 904, 1063, 913]
ad-ref: no13 bbox=[189, 956, 205, 966]
dental-sub: MAIN ROAD, NEXT TO BOWER AND FERGUSON'S. bbox=[27, 1213, 155, 1232]
synopsis-item: Waihi Football Club—Advertise grand concert on Friday, November 23rd. bbox=[628, 588, 778, 606]
cottage-text: Plans and Specifications to be seen on application to the Undersigned, where Marked Tenders are to be sent not later than 4 p.m. on SATURDAY, November 10th, 1888. bbox=[181, 1339, 309, 1383]
ferrier-trade: PHOTOGRAPHER bbox=[60, 1137, 122, 1147]
farmers-ad bbox=[180, 538, 310, 783]
article-para: From Mr J. Sly, solicitor, Timaru, on behalf of Mr Sheen, Kakahu, objecting to any of the latter's property being taken for river diversion purposes. bbox=[940, 801, 1106, 828]
article-para: Sale at Winchester.—Messrs Webster and Macdonald sell sheep, cattle, and pigs at Winchester Fair to-day. bbox=[316, 446, 466, 473]
wool-text: He is also prepared to make LIBERAL ADVANCES ON LARGE OR SMALL CLIPS. bbox=[9, 800, 173, 819]
preliminary-notice-ad bbox=[180, 783, 310, 883]
shipping-ad bbox=[8, 36, 174, 156]
ad-ref: no13 bbox=[189, 521, 205, 531]
article-para: The fiercest storm of wind and rain ever experienced in the district occurred here on Saturday. The outlying districts were flooded for a considerable area, but the only serious damage reported is the loss of 500 sheep by Bushell, Tamaki. The railway line at Jacksyville was washed away, and is still under water. The Manawatu river is in high flood, and overflowing on to adjacent property. Considerable damage has been done to shops in the square. bbox=[628, 748, 778, 844]
article-para: Up to this time the crowd were most orderly, laughing and cheering alone being indulged in, but at this juncture a turf of grass was thrown in, and Mr Edgeler was bowed, bade them good-night, and retired. bbox=[784, 1017, 934, 1062]
cooper-line: Paints Mixed to Order. Glass Cut to Size, Estimates Given. bbox=[12, 1081, 170, 1099]
harvester-line: THIS IS THE MACHINE OF THE SEASON. bbox=[20, 639, 162, 649]
mail-para: For Northern Ports of New Zealand, per Manapouri, on Thursday, Nov. 15th, at 7.30 a.m. bbox=[317, 315, 465, 334]
sailed-label: SAILED. bbox=[77, 86, 105, 95]
article-para: The best medicine known is Sander and Sons' Eucalypti Extract. Test its eminent powerful effects in coughs, colds, influenza ; the relief is instantaneous. In severe cases and accidents of all kinds, be they wounds, burns, scaldings, bruises, sprains, it is the safest remedy—no swelling—no inflammation. Like surprising effects produced in croup, diphtheria, bronchitis, inflammation of the lungs, swellings, &c., diarrhoea, dysentery diseases of the kidneys and urinary organs. In use at hospitals and medical clinics all over the globe ; patronised by His Majesty the King of Italy ; crowned with medal and diploma at International Exhibition, Amsterdam. Trust in this approved article, and reject all others. bbox=[628, 354, 778, 493]
business-item: The appointment of and Remuneration to the Auditors for the ensuing year. bbox=[181, 693, 309, 712]
harvester-heading: WALTER A. WOOD'S bbox=[37, 512, 145, 525]
sailed-line: Nov. 10— Grafton, s.s., 297 tons, Nordstrum, for Northern ports. bbox=[9, 95, 173, 114]
article-para: The weather moderated on Saturday night. The rivers are flooded, but not much damage is reported. Newly shorn sheep suffered and a large number died, but the losses to the farmers are amply compensated by the welcome rain. bbox=[628, 853, 778, 897]
ad-ref: no13 bbox=[449, 171, 465, 181]
admission: Admission, 1s ; Children, 6d. bbox=[200, 113, 290, 123]
preliminary-notice-ad bbox=[180, 883, 310, 972]
lot-line: A Line of Good Store Sheep bbox=[47, 272, 135, 282]
article-para: No. 271—Rock protection at Pleasant Valley Point ; J. Beckley, £10 10s ; P. Dorcek, £10 ; R. O'Neill, £9 18s (accepted). bbox=[940, 423, 1106, 450]
ad-ref: no8 bbox=[17, 491, 29, 501]
article-para: to have an elected Governor. There might be something said in favor of this, that he would occupy a position resembling the President of the United States, and would possess powers which the present Governor had not. On the other hand it meant either separation from the Mother Country, and the question he put to them was, is it worth while to incur that separation for the sake of having an elective Governor ? He said most certainly not. What the future destiny of this great country would be would take a man with far more prophetic skill than he possessed to determine. At the present time work was still going on to cut the isthmus between North and South America, and he believed that whether it was Panama or M. de Lesseps or any other man they were sure to have it, and when that event took place the colonies—and New Zealand particularly—would be placed more immediately in communication with the Eastern States of America, where a great commerce was carried on. When that great work was completed New Zealand would stand in a most favorable position as regarded contiguity to the great market of America. Whatever might be the future of this great country, he should always regard the six years he had spent in it with sincere gratification and pleasure. He had spent six happy years in these grand islands, which had restored his health. He had been enabled to visit scenery which had delighted his eye—and last, but by no means least, he had always received the most cordial sympathy and support from the people of New Zealand. During the course of his address His Excellency was frequently cheered, and the greatest enthusiasm was evinced throughout the proceedings. bbox=[628, 36, 778, 355]
wool-line: PROMPT ACCOUNT SALES. CHARGES—LOWEST CURRENT RATES. bbox=[20, 426, 162, 445]
signature-title: Temuka. bbox=[283, 1392, 309, 1402]
fair-attractions: GREAT ATTRACTIONS! bbox=[202, 422, 288, 432]
dental-heading: DENTAL SURGERY bbox=[22, 1195, 160, 1212]
synopsis-item: Athletic Sports at Winchester—On Anniversary Day. bbox=[628, 570, 778, 588]
business-item: The Amendment of the Articles of Association as recommended by the Board of Director. bbox=[181, 711, 309, 738]
ad-ref: no13 bbox=[189, 767, 205, 777]
cottage-heading: TO CARPENTERS AND BUILDERS. bbox=[185, 1302, 305, 1312]
harvester-line: Only Two Pieces. The Simplest in Use. bbox=[31, 619, 151, 629]
